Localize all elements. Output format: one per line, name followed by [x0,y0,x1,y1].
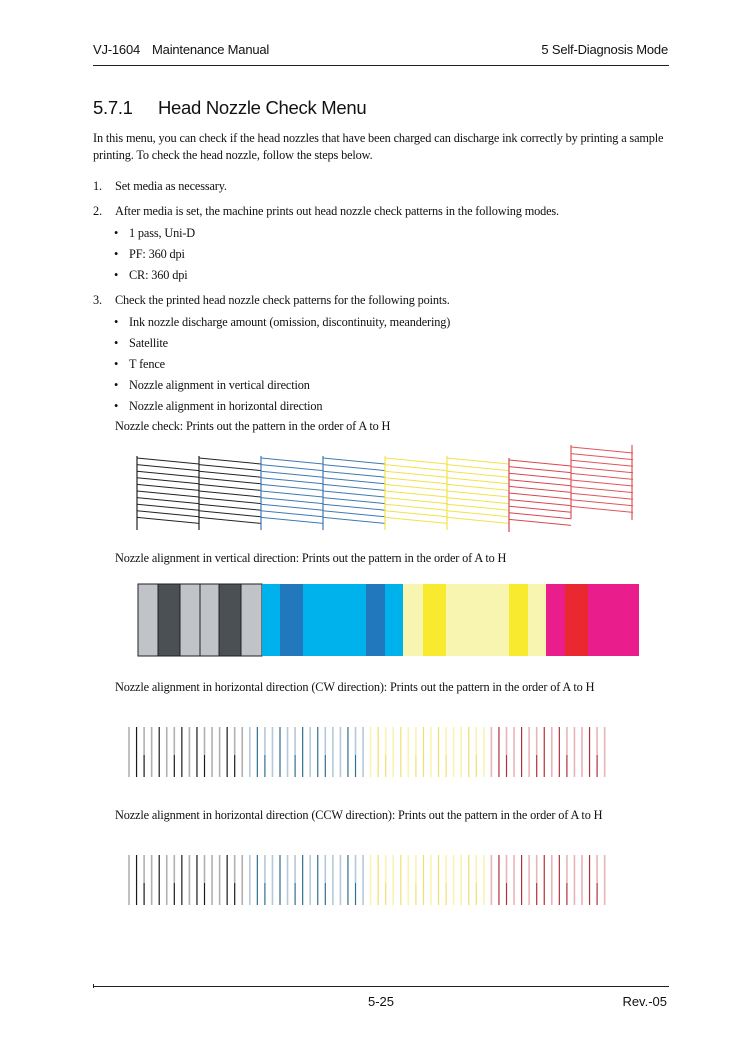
nozzle-line [571,506,633,512]
nozzle-line [571,473,633,479]
horizontal-ccw-caption: Nozzle alignment in horizontal direction (CCW direction): Prints out the pattern in the order of A to H [115,808,603,822]
nozzle-line [261,465,323,471]
nozzle-line [199,478,261,484]
bullet-text: Nozzle alignment in horizontal direction [129,399,323,413]
revision-label: Rev.-05 [622,994,667,1009]
nozzle-block [261,456,323,530]
nozzle-line [261,498,323,504]
nozzle-line [323,484,385,490]
alignment-stripe [588,584,627,656]
nozzle-block [509,458,571,532]
nozzle-line [447,504,509,510]
alignment-stripe [158,584,180,656]
nozzle-line [261,484,323,490]
nozzle-line [447,484,509,490]
nozzle-block [323,456,385,530]
bullet-item [114,378,310,393]
nozzle-line [137,465,199,471]
nozzle-line [447,478,509,484]
nozzle-line [323,465,385,471]
nozzle-line [385,478,447,484]
running-header-left [93,42,269,57]
alignment-stripe [138,584,158,656]
nozzle-line [199,458,261,464]
alignment-stripe [385,584,403,656]
step-text: After media is set, the machine prints out head nozzle check patterns in the following modes. [115,204,559,218]
bullet-item [114,226,195,241]
bullet-icon: • [114,315,119,329]
bullet-text: CR: 360 dpi [129,268,188,282]
bullet-icon: • [114,247,119,261]
alignment-stripe [219,584,241,656]
nozzle-line [323,511,385,517]
page-number: 5-25 [368,994,395,1009]
nozzle-line [199,484,261,490]
nozzle-line [137,471,199,477]
alignment-stripe [280,584,303,656]
nozzle-line [571,467,633,473]
nozzle-line [571,454,633,460]
nozzle-line [509,486,571,492]
nozzle-line [571,500,633,506]
nozzle-line [385,471,447,477]
nozzle-block [571,445,633,519]
nozzle-line [137,458,199,464]
bullet-item [114,268,187,283]
horizontal-cw-caption: Nozzle alignment in horizontal direction (CW direction): Prints out the pattern in the order of A to H [115,680,595,694]
bullet-text: PF: 360 dpi [129,247,185,261]
section-heading [93,97,366,119]
nozzle-line [137,478,199,484]
nozzle-block [447,456,509,530]
footer-rule [93,986,669,987]
nozzle-line [447,517,509,523]
alignment-stripe [565,584,588,656]
nozzle-line [137,504,199,510]
nozzle-line [137,498,199,504]
footer-rule-tick [93,984,94,988]
intro-paragraph: In this menu, you can check if the head nozzles that have been charged can discharge ink correctly by printing a sample printing. To check the head nozzle, follow the steps below. [93,131,664,162]
manual-name: Maintenance Manual [152,42,270,57]
bullet-icon: • [114,378,119,392]
step-number: 1. [93,179,102,193]
nozzle-line [199,491,261,497]
section-number: 5.7.1 [93,97,133,118]
alignment-stripe [180,584,200,656]
bullet-item [114,336,168,351]
nozzle-line [385,491,447,497]
horizontal-cw-pattern [125,725,615,781]
vertical-alignment-caption: Nozzle alignment in vertical direction: Prints out the pattern in the order of A to H [115,551,507,565]
nozzle-check-caption: Nozzle check: Prints out the pattern in the order of A to H [115,419,391,433]
step-text: Set media as necessary. [115,179,227,193]
alignment-stripe [303,584,343,656]
bullet-text: Nozzle alignment in vertical direction [129,378,310,392]
nozzle-check-pattern [130,440,650,535]
bullet-icon: • [114,336,119,350]
alignment-stripe [627,584,639,656]
nozzle-line [447,498,509,504]
nozzle-line [509,473,571,479]
nozzle-block [137,456,199,530]
nozzle-line [509,500,571,506]
chapter-title: 5 Self-Diagnosis Mode [541,42,668,57]
nozzle-line [261,458,323,464]
alignment-stripe [343,584,366,656]
step-3 [93,293,450,308]
nozzle-line [199,471,261,477]
nozzle-line [385,511,447,517]
step-number: 2. [93,204,102,218]
nozzle-line [323,498,385,504]
bullet-item [114,247,185,262]
section-title: Head Nozzle Check Menu [158,97,367,118]
nozzle-line [261,478,323,484]
nozzle-line [571,480,633,486]
nozzle-line [323,504,385,510]
nozzle-line [509,519,571,525]
nozzle-line [323,478,385,484]
nozzle-line [261,517,323,523]
bullet-text: Ink nozzle discharge amount (omission, discontinuity, meandering) [129,315,451,329]
nozzle-line [509,506,571,512]
nozzle-line [385,498,447,504]
nozzle-line [261,511,323,517]
nozzle-line [571,460,633,466]
nozzle-line [261,491,323,497]
bullet-icon: • [114,357,119,371]
bullet-icon: • [114,268,119,282]
bullet-icon: • [114,399,119,413]
horizontal-ccw-pattern [125,853,615,909]
nozzle-line [137,511,199,517]
bullet-item [114,357,165,372]
bullet-text: Satellite [129,336,168,350]
alignment-stripe [546,584,565,656]
nozzle-line [447,471,509,477]
alignment-stripe [446,584,486,656]
nozzle-line [447,511,509,517]
nozzle-line [323,491,385,497]
header-rule [93,65,669,66]
nozzle-line [199,511,261,517]
nozzle-line [261,504,323,510]
alignment-stripe [423,584,446,656]
step-text: Check the printed head nozzle check patterns for the following points. [115,293,450,307]
step-1 [93,179,227,194]
nozzle-line [385,504,447,510]
step-number: 3. [93,293,102,307]
nozzle-line [137,517,199,523]
nozzle-line [509,513,571,519]
model-name: VJ-1604 [93,42,141,57]
nozzle-line [385,458,447,464]
nozzle-line [261,471,323,477]
nozzle-line [137,491,199,497]
bullet-icon: • [114,226,119,240]
nozzle-line [385,465,447,471]
step-2 [93,204,559,219]
alignment-stripe [366,584,385,656]
nozzle-line [447,491,509,497]
vertical-alignment-pattern [137,583,639,658]
nozzle-line [323,517,385,523]
bullet-text: T fence [129,357,165,371]
nozzle-line [323,458,385,464]
nozzle-line [199,465,261,471]
nozzle-block [199,456,261,530]
nozzle-line [509,467,571,473]
nozzle-line [509,493,571,499]
nozzle-line [137,484,199,490]
alignment-stripe [241,584,262,656]
alignment-stripe [200,584,219,656]
bullet-item [114,399,322,414]
alignment-stripe [509,584,528,656]
alignment-stripe [486,584,509,656]
nozzle-line [447,458,509,464]
bullet-text: 1 pass, Uni-D [129,226,196,240]
nozzle-block [385,456,447,530]
nozzle-line [571,487,633,493]
alignment-stripe [262,584,280,656]
nozzle-line [571,493,633,499]
nozzle-line [509,480,571,486]
nozzle-line [509,460,571,466]
bullet-item [114,315,450,330]
nozzle-line [199,504,261,510]
alignment-stripe [403,584,423,656]
nozzle-line [385,484,447,490]
alignment-stripe [528,584,546,656]
nozzle-line [385,517,447,523]
nozzle-line [199,517,261,523]
nozzle-line [199,498,261,504]
nozzle-line [447,465,509,471]
nozzle-line [571,447,633,453]
nozzle-line [323,471,385,477]
